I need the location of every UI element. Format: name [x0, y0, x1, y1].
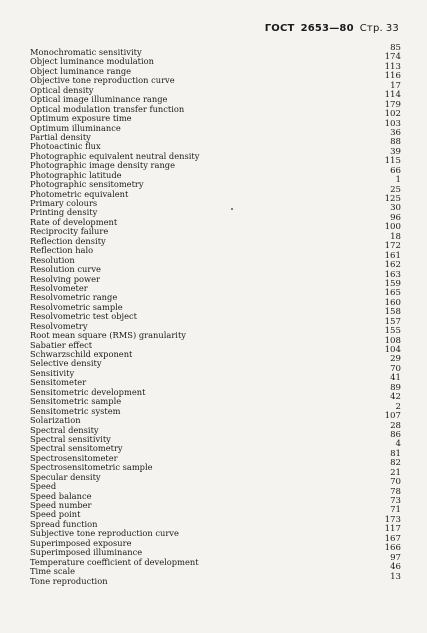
index-page-number: 113 [384, 61, 401, 72]
page-number: 33 [385, 23, 399, 34]
index-term: Optical image illuminance range [30, 94, 168, 105]
index-term: Photometric equivalent [30, 188, 129, 199]
index-page-number: 70 [390, 477, 401, 488]
index-page-number: 157 [384, 316, 401, 327]
index-term: Sensitometric system [30, 405, 121, 416]
index-term: Root mean square (RMS) granularity [30, 330, 186, 341]
index-page-number: 115 [384, 156, 401, 167]
index-term: Spectral sensitometry [30, 443, 123, 454]
index-page-number: 29 [390, 354, 401, 365]
index-page-number: 172 [384, 241, 401, 252]
index-page-number: 46 [390, 562, 401, 573]
index-term: Speed point [30, 509, 81, 520]
index-page-number: 166 [384, 543, 401, 554]
index-term: Objective tone reproduction curve [30, 75, 175, 86]
page-label: Стр. [359, 23, 383, 34]
index-page-number: 70 [390, 363, 401, 374]
index-page-number: 85 [390, 43, 401, 53]
index-term: Optimum exposure time [30, 113, 132, 124]
index-page-number: 162 [384, 260, 401, 271]
index-term: Optical modulation transfer function [30, 103, 185, 114]
index-term: Speed balance [30, 490, 92, 501]
index-page-number: 114 [384, 90, 401, 101]
index-term: Tone reproduction [30, 575, 108, 586]
index-term: Object luminance range [30, 65, 132, 76]
index-page-number: 17 [390, 80, 401, 91]
index-page-number: 78 [390, 486, 401, 497]
index-term: Spectral density [30, 424, 99, 435]
index-page-number: 71 [390, 505, 401, 516]
index-term: Optical density [30, 84, 94, 95]
page-header [265, 23, 399, 34]
index-term: Rate of development [30, 216, 118, 227]
index-page-number: 30 [390, 203, 401, 214]
index-term: Spread function [30, 518, 98, 529]
index-page-number: 86 [390, 429, 401, 440]
index-page-number: 116 [384, 71, 401, 82]
index-page-number: 97 [390, 552, 401, 563]
index-page-number: 81 [390, 448, 401, 459]
index-term: Speed number [30, 500, 92, 510]
index-term: Time scale [30, 566, 76, 577]
index-page-number: 18 [390, 231, 401, 242]
index-term: Printing density [30, 207, 98, 218]
index-term: Selective density [30, 358, 102, 369]
index-term: Resolution curve [30, 264, 101, 275]
index-term: Photographic equivalent neutral density [30, 150, 200, 161]
index-page-number: 179 [384, 99, 401, 110]
index-term: Superimposed exposure [30, 537, 132, 548]
index-term: Resolvometer [30, 282, 88, 293]
index-page-number: 36 [390, 127, 401, 138]
index-term: Resolvometric range [30, 292, 118, 303]
index-entry [30, 496, 401, 510]
index-term: Photoactinic flux [30, 141, 101, 152]
index-page-number: 88 [390, 137, 401, 148]
index-page-number: 108 [384, 335, 401, 346]
index-term: Monochromatic sensitivity [30, 47, 142, 57]
index-page-number: 42 [390, 392, 401, 403]
index-page-number: 125 [384, 194, 401, 204]
index-term: Sabatier effect [30, 339, 93, 350]
index-term: Schwarzschild exponent [30, 349, 133, 359]
index-term: Reflection density [30, 235, 106, 246]
index-page-number: 28 [390, 420, 401, 431]
index-page-number: 13 [390, 571, 401, 582]
index-term: Photographic latitude [30, 169, 122, 180]
index-page-number: 104 [384, 345, 401, 355]
index-term: Reciprocity failure [30, 226, 109, 237]
index-term: Reflection halo [30, 245, 94, 256]
index-page-number: 96 [390, 212, 401, 223]
index-term: Resolvometric sample [30, 301, 123, 312]
index-page-number: 82 [390, 458, 401, 469]
term-index-list [30, 43, 401, 586]
index-page-number: 100 [384, 222, 401, 233]
index-page-number: 160 [384, 297, 401, 308]
index-term: Solarization [30, 415, 81, 426]
index-term: Primary colours [30, 198, 98, 208]
index-page-number: 4 [395, 439, 401, 450]
index-page-number: 155 [384, 326, 401, 337]
index-term: Sensitometric development [30, 386, 146, 397]
index-term: Spectrosensitometer [30, 452, 118, 463]
index-page-number: 2 [395, 401, 401, 412]
index-page-number: 174 [384, 52, 401, 63]
index-page-number: 158 [384, 307, 401, 318]
index-page-number: 161 [384, 250, 401, 261]
index-term: Spectrosensitometric sample [30, 462, 153, 473]
index-term: Partial density [30, 131, 91, 142]
standard-number: 2653—80 [300, 23, 354, 34]
index-page-number: 117 [384, 524, 401, 535]
index-page-number: 73 [390, 496, 401, 506]
index-term: Subjective tone reproduction curve [30, 528, 179, 539]
index-term: Sensitivity [30, 367, 75, 378]
index-page-number: 107 [384, 411, 401, 422]
index-page-number: 167 [384, 533, 401, 544]
index-term: Superimposed illuminance [30, 547, 143, 558]
index-term: Speed [30, 481, 57, 492]
index-page-number: 163 [384, 269, 401, 280]
index-page-number: 159 [384, 278, 401, 289]
index-term: Photographic sensitometry [30, 179, 144, 190]
index-page-number: 1 [395, 175, 401, 186]
standard-label: ГОСТ [264, 23, 295, 34]
index-term: Resolvometric test object [30, 311, 138, 322]
index-page-number: 25 [390, 184, 401, 195]
index-page-number: 173 [384, 514, 401, 525]
print-speck [231, 208, 233, 210]
index-page-number: 39 [390, 146, 401, 157]
index-term: Resolution [30, 254, 75, 265]
index-term: Temperature coefficient of development [30, 556, 199, 567]
index-term: Sensitometric sample [30, 396, 122, 407]
index-term: Object luminance modulation [30, 56, 155, 67]
index-page-number: 41 [390, 373, 401, 384]
index-term: Specular density [30, 471, 101, 482]
index-page-number: 102 [384, 109, 401, 120]
index-page-number: 103 [384, 118, 401, 129]
index-page-number: 89 [390, 382, 401, 393]
index-term: Photographic image density range [30, 160, 176, 171]
index-term: Spectral sensitivity [30, 433, 111, 444]
index-page-number: 21 [390, 467, 401, 478]
index-page-number: 165 [384, 288, 401, 299]
index-term: Resolvometry [30, 320, 88, 331]
index-page-number: 66 [390, 165, 401, 176]
index-term: Resolving power [30, 273, 100, 284]
index-term: Sensitometer [30, 377, 87, 388]
index-term: Optimum illuminance [30, 122, 121, 133]
